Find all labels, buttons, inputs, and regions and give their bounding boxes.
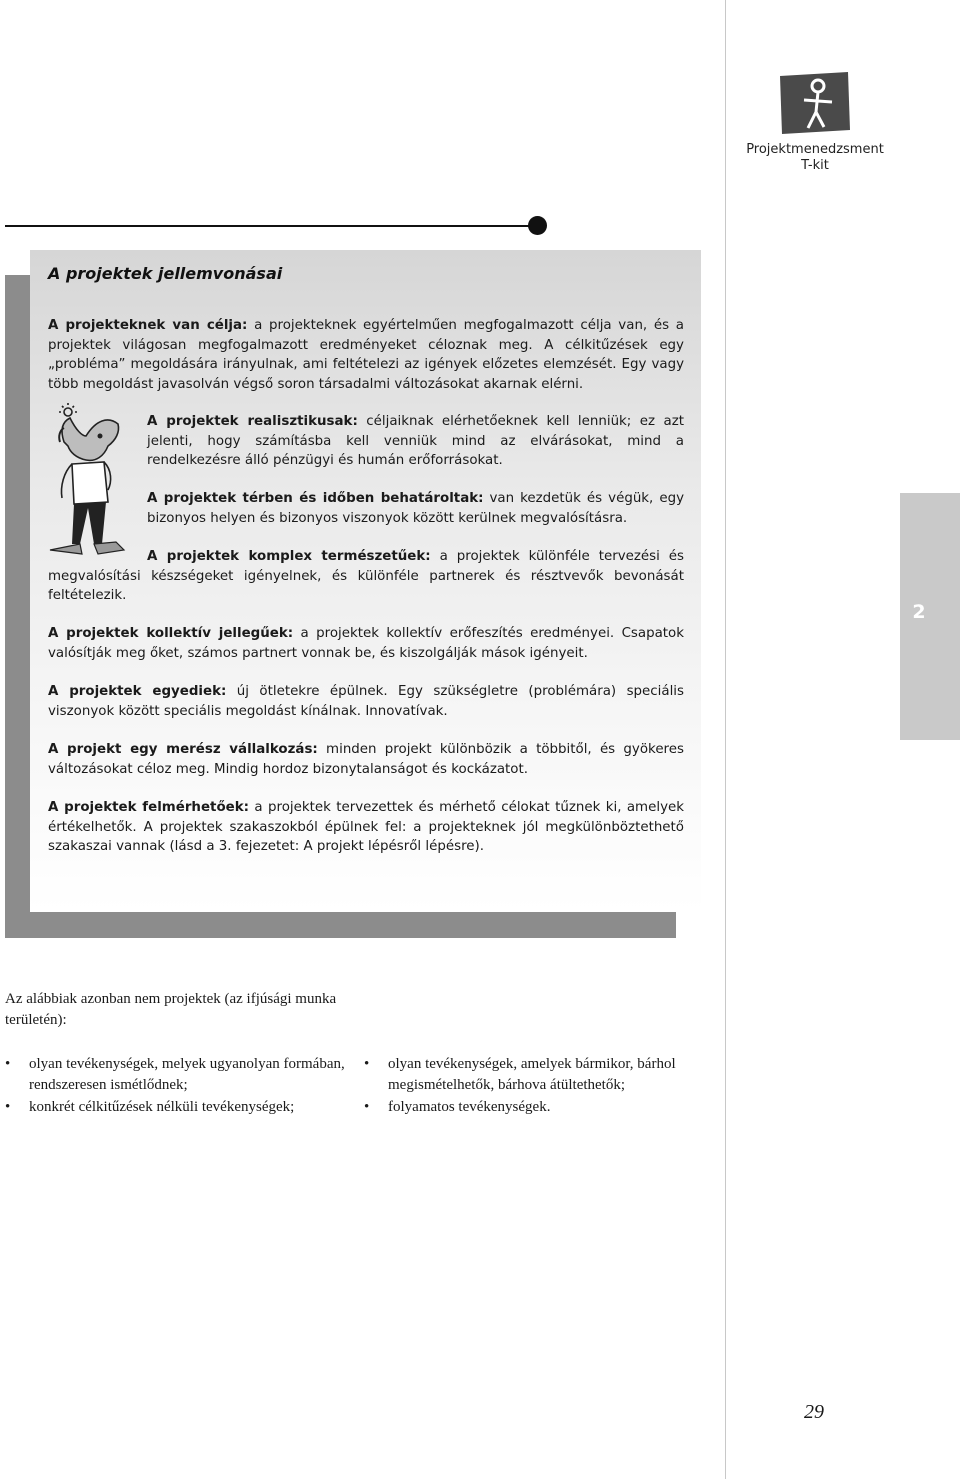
paragraph-text: céljaiknak elérhetőeknek kell lenniük; ez azt jelenti, hogy számításba kell venniük mind az elvárásokat, mind a rendelkezésre álló pénzügyi és humán erőforrásokat. <box>147 414 684 468</box>
paragraph-text: a projektek kollektív erőfeszítés eredményei. Csapatok valósítják meg őket, számos partnert vonnak be, és kiszolgálják mások igényeit. <box>48 626 685 661</box>
paragraph-goal <box>48 316 684 394</box>
paragraph-term: A projektek realisztikusak: <box>147 414 358 429</box>
bullet-icon: • <box>364 1099 370 1115</box>
list-item-text: olyan tevékenységek, melyek ugyanolyan formában, rendszeresen ismétlődnek; <box>29 1056 345 1093</box>
panel-title: A projektek jellemvonásai <box>48 264 283 283</box>
paragraph-complex <box>48 547 684 606</box>
paragraph-text: a projektek különféle tervezési és megvalósítási készségeket igényelnek, és különféle partnerek és résztvevők bevonását feltételezik. <box>48 549 684 603</box>
chapter-tab <box>900 493 960 740</box>
bullet-icon: • <box>364 1056 370 1072</box>
paragraph-text: a projekteknek egyértelműen megfogalmazott célja van, és a projektek világosan megfogalmazott eredményeket céloznak meg. A célkitűzések egy „probléma” megoldására irányulnak, ami feltételezi az igények előzetes elemzését. Egy vagy több megoldást javasolván végső soron társadalmi változásokat akarnak elérni. <box>48 318 684 392</box>
section-rule-dot <box>528 216 547 235</box>
chapter-number: 2 <box>912 601 926 623</box>
paragraph-venture <box>48 740 684 779</box>
paragraph-term: A projekteknek van célja: <box>48 318 248 333</box>
paragraph-term: A projektek komplex természetűek: <box>147 549 431 564</box>
list-item-text: konkrét célkitűzések nélküli tevékenységek; <box>29 1099 295 1115</box>
paragraph-term: A projektek térben és időben behatároltak: <box>147 491 484 506</box>
bullet-list-right <box>364 1054 704 1120</box>
paragraph-term: A projekt egy merész vállalkozás: <box>48 742 318 757</box>
paragraph-text: új ötletekre épülnek. Egy szükségletre (problémára) speciális viszonyok között speciális megoldást kínálnak. Innovatívak. <box>48 684 684 719</box>
list-item <box>5 1054 345 1095</box>
paragraph-term: A projektek kollektív jellegűek: <box>48 626 294 641</box>
list-item <box>364 1097 704 1118</box>
margin-divider <box>725 0 726 1479</box>
mascot-illustration-icon <box>46 402 144 560</box>
list-item <box>5 1097 345 1118</box>
paragraph-term: A projektek felmérhetőek: <box>48 800 249 815</box>
paragraph-text: van kezdetük és végük, egy bizonyos helyen és bizonyos viszonyok között kerülnek megvalósításra. <box>147 491 684 526</box>
kit-label-line2: T-kit <box>801 158 829 173</box>
paragraph-text: a projektek tervezettek és mérhető célokat tűznek ki, amelyek értékelhetők. A projektek szakaszokból épülnek fel: a projekteknek jól megkülönböztethető szakaszai vannak (lásd a 3. fejezetet: A projekt lépésről lépésre). <box>48 800 684 854</box>
list-item-text: olyan tevékenységek, amelyek bármikor, bárhol megismételhetők, bárhova átültethetők; <box>388 1056 676 1093</box>
bullet-list-left <box>5 1054 345 1120</box>
bullet-icon: • <box>5 1056 11 1072</box>
bullet-icon: • <box>5 1099 11 1115</box>
kit-label <box>735 142 895 174</box>
list-item-text: folyamatos tevékenységek. <box>388 1099 551 1115</box>
kit-label-line1: Projektmenedzsment <box>746 142 884 157</box>
paragraph-unique <box>48 682 684 721</box>
t-kit-logo-icon <box>778 72 850 134</box>
intro-text: Az alábbiak azonban nem projektek (az ifjúsági munka területén): <box>5 991 337 1028</box>
paragraph-realistic <box>147 412 684 471</box>
section-rule <box>5 225 533 227</box>
paragraph-measurable <box>48 798 684 857</box>
paragraph-bounded <box>147 489 684 528</box>
list-item <box>364 1054 704 1095</box>
paragraph-term: A projektek egyediek: <box>48 684 227 699</box>
page-number: 29 <box>804 1401 824 1423</box>
paragraph-collective <box>48 624 684 663</box>
paragraph-text: minden projekt különbözik a többitől, és gyökeres változásokat céloz meg. Mindig hordoz bizonytalanságot és kockázatot. <box>48 742 684 777</box>
